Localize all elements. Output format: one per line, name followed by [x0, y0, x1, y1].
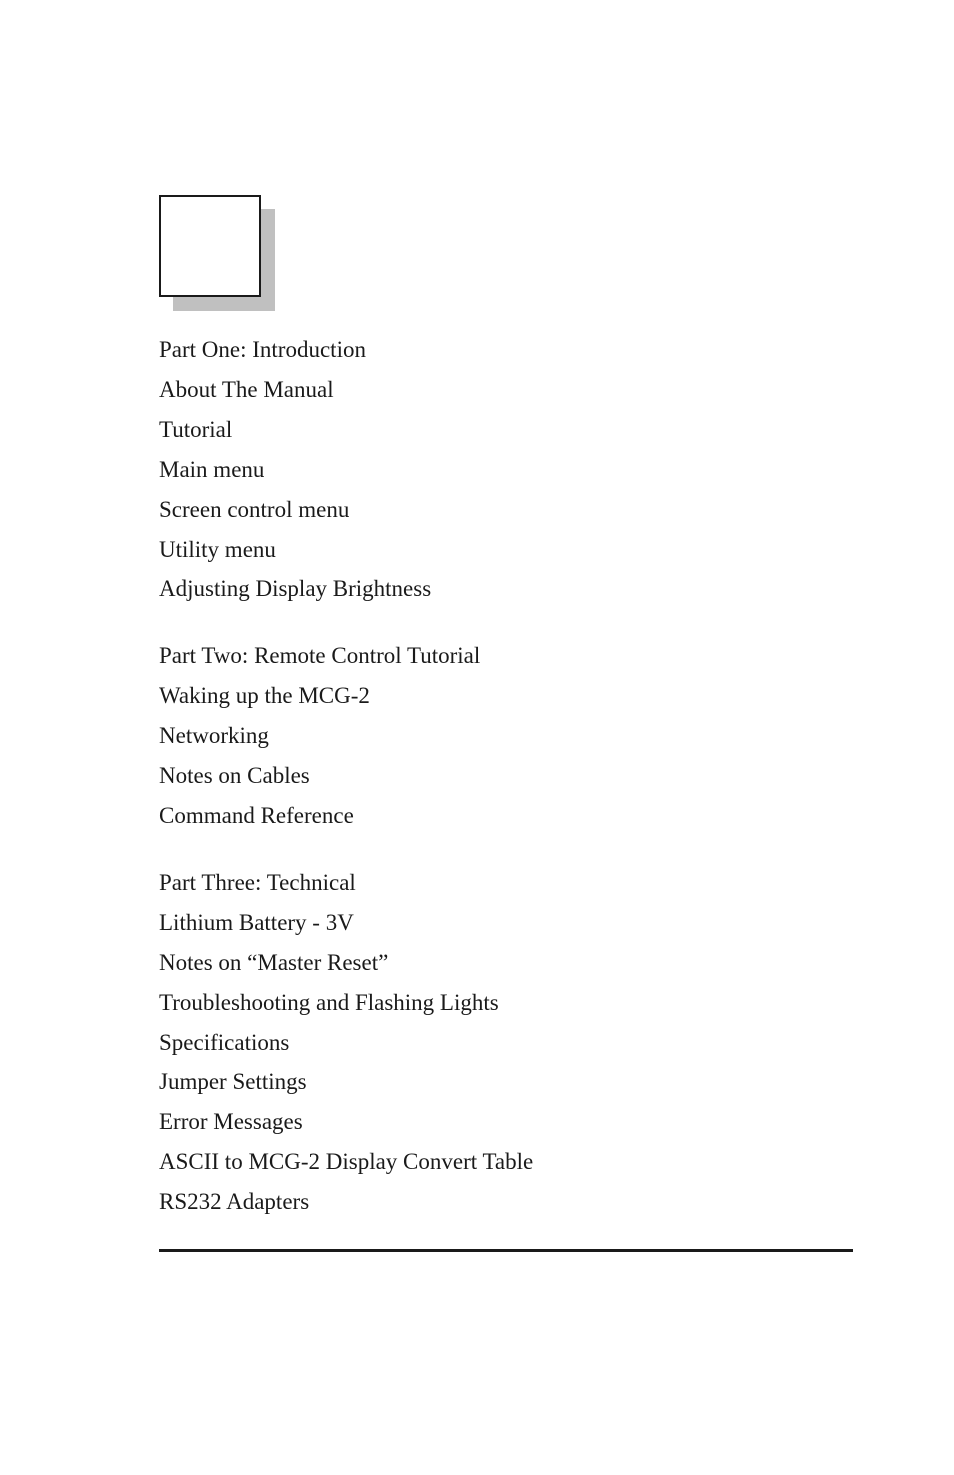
toc-item: Notes on Cables	[159, 763, 310, 789]
chapter-number-box	[159, 195, 275, 311]
section-heading: Part Three: Technical	[159, 869, 356, 895]
toc-item: Utility menu	[159, 536, 276, 562]
toc-item: Troubleshooting and Flashing Lights	[159, 989, 499, 1015]
toc-item: About The Manual	[159, 376, 334, 402]
toc-item: Jumper Settings	[159, 1069, 307, 1095]
section-heading: Part Two: Remote Control Tutorial	[159, 643, 481, 669]
toc-item: Main menu	[159, 456, 265, 482]
toc-item: RS232 Adapters	[159, 1189, 310, 1215]
toc-item: Screen control menu	[159, 496, 350, 522]
toc-item: Command Reference	[159, 802, 354, 828]
toc-item: Adjusting Display Brightness	[159, 576, 432, 602]
toc-item: Notes on “Master Reset”	[159, 949, 389, 975]
toc-section-part-three	[159, 863, 853, 1222]
toc-item: Tutorial	[159, 416, 233, 442]
chapter-box	[159, 195, 261, 297]
section-heading: Part One: Introduction	[159, 337, 366, 362]
toc-item: Specifications	[159, 1029, 290, 1055]
toc-item: ASCII to MCG-2 Display Convert Table	[159, 1149, 534, 1175]
toc-item: Waking up the MCG-2	[159, 683, 370, 709]
table-of-contents	[159, 330, 853, 1222]
horizontal-rule	[159, 1249, 853, 1252]
toc-item: Lithium Battery - 3V	[159, 909, 354, 935]
toc-item: Networking	[159, 723, 269, 749]
toc-section-part-one	[159, 330, 853, 609]
toc-section-part-two	[159, 636, 853, 836]
toc-item: Error Messages	[159, 1109, 303, 1135]
